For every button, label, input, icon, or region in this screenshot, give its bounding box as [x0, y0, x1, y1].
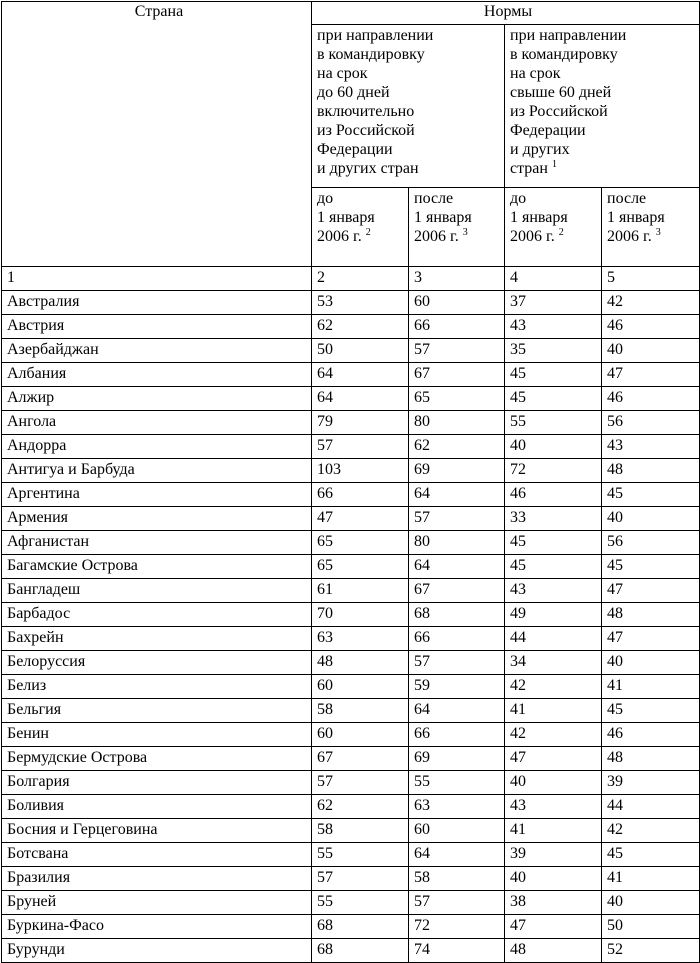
norm-value-cell: 80: [409, 531, 505, 555]
country-cell: Афганистан: [2, 531, 312, 555]
table-row: [2, 387, 700, 411]
norm-value-cell: 64: [409, 483, 505, 507]
country-cell: Ангола: [2, 411, 312, 435]
table-row: [2, 507, 700, 531]
norm-value-cell: 66: [409, 315, 505, 339]
norm-value-cell: 68: [409, 603, 505, 627]
norm-value-cell: 47: [602, 627, 700, 651]
norm-value-cell: 53: [312, 291, 409, 315]
norm-value-cell: 37: [505, 291, 602, 315]
table-row: [2, 315, 700, 339]
table-row: [2, 915, 700, 939]
norm-value-cell: 43: [505, 795, 602, 819]
norm-value-cell: 52: [602, 939, 700, 963]
norm-value-cell: 35: [505, 339, 602, 363]
norm-value-cell: 57: [409, 507, 505, 531]
country-cell: Багамские Острова: [2, 555, 312, 579]
norm-value-cell: 80: [409, 411, 505, 435]
norm-value-cell: 70: [312, 603, 409, 627]
norm-value-cell: 66: [409, 627, 505, 651]
norm-value-cell: 43: [505, 579, 602, 603]
norm-value-cell: 48: [312, 651, 409, 675]
norm-value-cell: 48: [602, 459, 700, 483]
after-text: после 1 января 2006 г.: [607, 190, 665, 245]
norm-value-cell: 57: [409, 651, 505, 675]
country-cell: Белоруссия: [2, 651, 312, 675]
norm-value-cell: 39: [602, 771, 700, 795]
country-cell: Бенин: [2, 723, 312, 747]
table-row: [2, 675, 700, 699]
norm-value-cell: 42: [505, 723, 602, 747]
norm-value-cell: 56: [602, 531, 700, 555]
norm-value-cell: 42: [602, 291, 700, 315]
table-row: [2, 867, 700, 891]
before-2006-header: [312, 188, 409, 267]
norm-value-cell: 48: [602, 747, 700, 771]
country-cell: Буркина-Фасо: [2, 915, 312, 939]
country-cell: Ботсвана: [2, 843, 312, 867]
after-text: после 1 января 2006 г.: [414, 190, 472, 245]
table-row: [2, 723, 700, 747]
norm-value-cell: 79: [312, 411, 409, 435]
norms-header: Нормы: [312, 2, 700, 25]
norm-value-cell: 57: [312, 435, 409, 459]
norm-value-cell: 69: [409, 747, 505, 771]
group-up-to-60-days-header: [312, 25, 505, 188]
column-number: 1: [2, 267, 312, 291]
country-cell: Белиз: [2, 675, 312, 699]
table-row: [2, 531, 700, 555]
norm-value-cell: 46: [602, 387, 700, 411]
norm-value-cell: 65: [312, 531, 409, 555]
norm-value-cell: 62: [312, 795, 409, 819]
norm-value-cell: 64: [312, 387, 409, 411]
norm-value-cell: 47: [312, 507, 409, 531]
norm-value-cell: 57: [312, 771, 409, 795]
norm-value-cell: 43: [602, 435, 700, 459]
table-row: [2, 771, 700, 795]
table-row: [2, 459, 700, 483]
country-cell: Болгария: [2, 771, 312, 795]
norm-value-cell: 45: [602, 483, 700, 507]
country-cell: Австралия: [2, 291, 312, 315]
norm-value-cell: 41: [602, 675, 700, 699]
country-cell: Боливия: [2, 795, 312, 819]
group-a-text: при направлении в командировку на срок до 60 дней включительно из Российской Федерации и других стран: [317, 27, 434, 177]
country-cell: Австрия: [2, 315, 312, 339]
norm-value-cell: 67: [409, 579, 505, 603]
norm-value-cell: 40: [602, 651, 700, 675]
table-row: [2, 627, 700, 651]
norm-value-cell: 66: [409, 723, 505, 747]
country-cell: Бруней: [2, 891, 312, 915]
norm-value-cell: 48: [505, 939, 602, 963]
footnote-1-marker: 1: [551, 159, 557, 170]
table-row: [2, 843, 700, 867]
norm-value-cell: 45: [505, 531, 602, 555]
norm-value-cell: 45: [602, 699, 700, 723]
table-row: [2, 819, 700, 843]
norm-value-cell: 45: [602, 843, 700, 867]
norm-value-cell: 103: [312, 459, 409, 483]
norm-value-cell: 57: [409, 339, 505, 363]
before-2006-header: [505, 188, 602, 267]
column-number: 2: [312, 267, 409, 291]
norm-value-cell: 47: [602, 579, 700, 603]
norm-value-cell: 57: [409, 891, 505, 915]
country-cell: Антигуа и Барбуда: [2, 459, 312, 483]
norm-value-cell: 72: [505, 459, 602, 483]
norm-value-cell: 47: [505, 915, 602, 939]
column-number: 3: [409, 267, 505, 291]
norm-value-cell: 65: [409, 387, 505, 411]
table-row: [2, 699, 700, 723]
footnote-2-marker: 2: [365, 227, 371, 238]
country-cell: Алжир: [2, 387, 312, 411]
norm-value-cell: 34: [505, 651, 602, 675]
country-cell: Бельгия: [2, 699, 312, 723]
table-row: [2, 651, 700, 675]
norm-value-cell: 48: [602, 603, 700, 627]
norm-value-cell: 65: [312, 555, 409, 579]
norm-value-cell: 55: [312, 891, 409, 915]
norm-value-cell: 41: [602, 867, 700, 891]
norm-value-cell: 58: [409, 867, 505, 891]
country-cell: Аргентина: [2, 483, 312, 507]
norm-value-cell: 46: [602, 723, 700, 747]
norm-value-cell: 46: [505, 483, 602, 507]
norm-value-cell: 55: [409, 771, 505, 795]
before-text: до 1 января 2006 г.: [510, 190, 568, 245]
table-row: [2, 435, 700, 459]
table-row: [2, 483, 700, 507]
norm-value-cell: 42: [505, 675, 602, 699]
norm-value-cell: 57: [312, 867, 409, 891]
country-cell: Албания: [2, 363, 312, 387]
table-header: [2, 2, 700, 291]
table-row: [2, 555, 700, 579]
norm-value-cell: 33: [505, 507, 602, 531]
column-number-row: [2, 267, 700, 291]
norm-value-cell: 64: [312, 363, 409, 387]
norm-value-cell: 42: [602, 819, 700, 843]
norm-value-cell: 45: [602, 555, 700, 579]
table-body: [2, 291, 700, 963]
country-cell: Босния и Герцеговина: [2, 819, 312, 843]
norm-value-cell: 67: [312, 747, 409, 771]
norm-value-cell: 41: [505, 699, 602, 723]
norm-value-cell: 39: [505, 843, 602, 867]
table-row: [2, 603, 700, 627]
group-over-60-days-header: [505, 25, 700, 188]
norm-value-cell: 64: [409, 699, 505, 723]
norm-value-cell: 68: [312, 915, 409, 939]
norm-value-cell: 63: [409, 795, 505, 819]
norm-value-cell: 64: [409, 843, 505, 867]
footnote-3-marker: 3: [655, 227, 661, 238]
country-cell: Бурунди: [2, 939, 312, 963]
norm-value-cell: 60: [409, 819, 505, 843]
after-2006-header: [602, 188, 700, 267]
norm-value-cell: 55: [312, 843, 409, 867]
norm-value-cell: 72: [409, 915, 505, 939]
norm-value-cell: 41: [505, 819, 602, 843]
norm-value-cell: 43: [505, 315, 602, 339]
norm-value-cell: 40: [505, 867, 602, 891]
norm-value-cell: 45: [505, 387, 602, 411]
norm-value-cell: 68: [312, 939, 409, 963]
group-b-text: при направлении в командировку на срок свыше 60 дней из Российской Федерации и других стран: [510, 27, 627, 177]
country-column-header: Страна: [2, 2, 312, 267]
norm-value-cell: 47: [602, 363, 700, 387]
country-cell: Барбадос: [2, 603, 312, 627]
norm-value-cell: 40: [505, 771, 602, 795]
table-row: [2, 939, 700, 963]
country-cell: Андорра: [2, 435, 312, 459]
norm-value-cell: 55: [505, 411, 602, 435]
country-cell: Армения: [2, 507, 312, 531]
norm-value-cell: 49: [505, 603, 602, 627]
norm-value-cell: 60: [409, 291, 505, 315]
norm-value-cell: 44: [505, 627, 602, 651]
country-cell: Бахрейн: [2, 627, 312, 651]
norm-value-cell: 40: [602, 339, 700, 363]
table-row: [2, 747, 700, 771]
header-row-1: [2, 2, 700, 25]
country-cell: Бермудские Острова: [2, 747, 312, 771]
norm-value-cell: 67: [409, 363, 505, 387]
norm-value-cell: 59: [409, 675, 505, 699]
table-row: [2, 891, 700, 915]
norm-value-cell: 61: [312, 579, 409, 603]
norm-value-cell: 40: [505, 435, 602, 459]
norm-value-cell: 62: [312, 315, 409, 339]
norm-value-cell: 45: [505, 363, 602, 387]
table-row: [2, 579, 700, 603]
norm-value-cell: 69: [409, 459, 505, 483]
footnote-3-marker: 3: [462, 227, 468, 238]
table-row: [2, 795, 700, 819]
norm-value-cell: 62: [409, 435, 505, 459]
norm-value-cell: 44: [602, 795, 700, 819]
norm-value-cell: 50: [602, 915, 700, 939]
norm-value-cell: 66: [312, 483, 409, 507]
norm-value-cell: 40: [602, 891, 700, 915]
table-row: [2, 363, 700, 387]
norm-value-cell: 45: [505, 555, 602, 579]
footnote-2-marker: 2: [558, 227, 564, 238]
norm-value-cell: 60: [312, 675, 409, 699]
table-row: [2, 411, 700, 435]
norm-value-cell: 64: [409, 555, 505, 579]
norm-value-cell: 40: [602, 507, 700, 531]
country-cell: Бангладеш: [2, 579, 312, 603]
norm-value-cell: 46: [602, 315, 700, 339]
norm-value-cell: 50: [312, 339, 409, 363]
norms-table: [1, 1, 700, 963]
norm-value-cell: 63: [312, 627, 409, 651]
table-row: [2, 339, 700, 363]
norm-value-cell: 56: [602, 411, 700, 435]
column-number: 4: [505, 267, 602, 291]
country-cell: Азербайджан: [2, 339, 312, 363]
norm-value-cell: 74: [409, 939, 505, 963]
norm-value-cell: 60: [312, 723, 409, 747]
norm-value-cell: 38: [505, 891, 602, 915]
norm-value-cell: 58: [312, 819, 409, 843]
after-2006-header: [409, 188, 505, 267]
before-text: до 1 января 2006 г.: [317, 190, 375, 245]
norm-value-cell: 58: [312, 699, 409, 723]
country-cell: Бразилия: [2, 867, 312, 891]
column-number: 5: [602, 267, 700, 291]
table-row: [2, 291, 700, 315]
norm-value-cell: 47: [505, 747, 602, 771]
